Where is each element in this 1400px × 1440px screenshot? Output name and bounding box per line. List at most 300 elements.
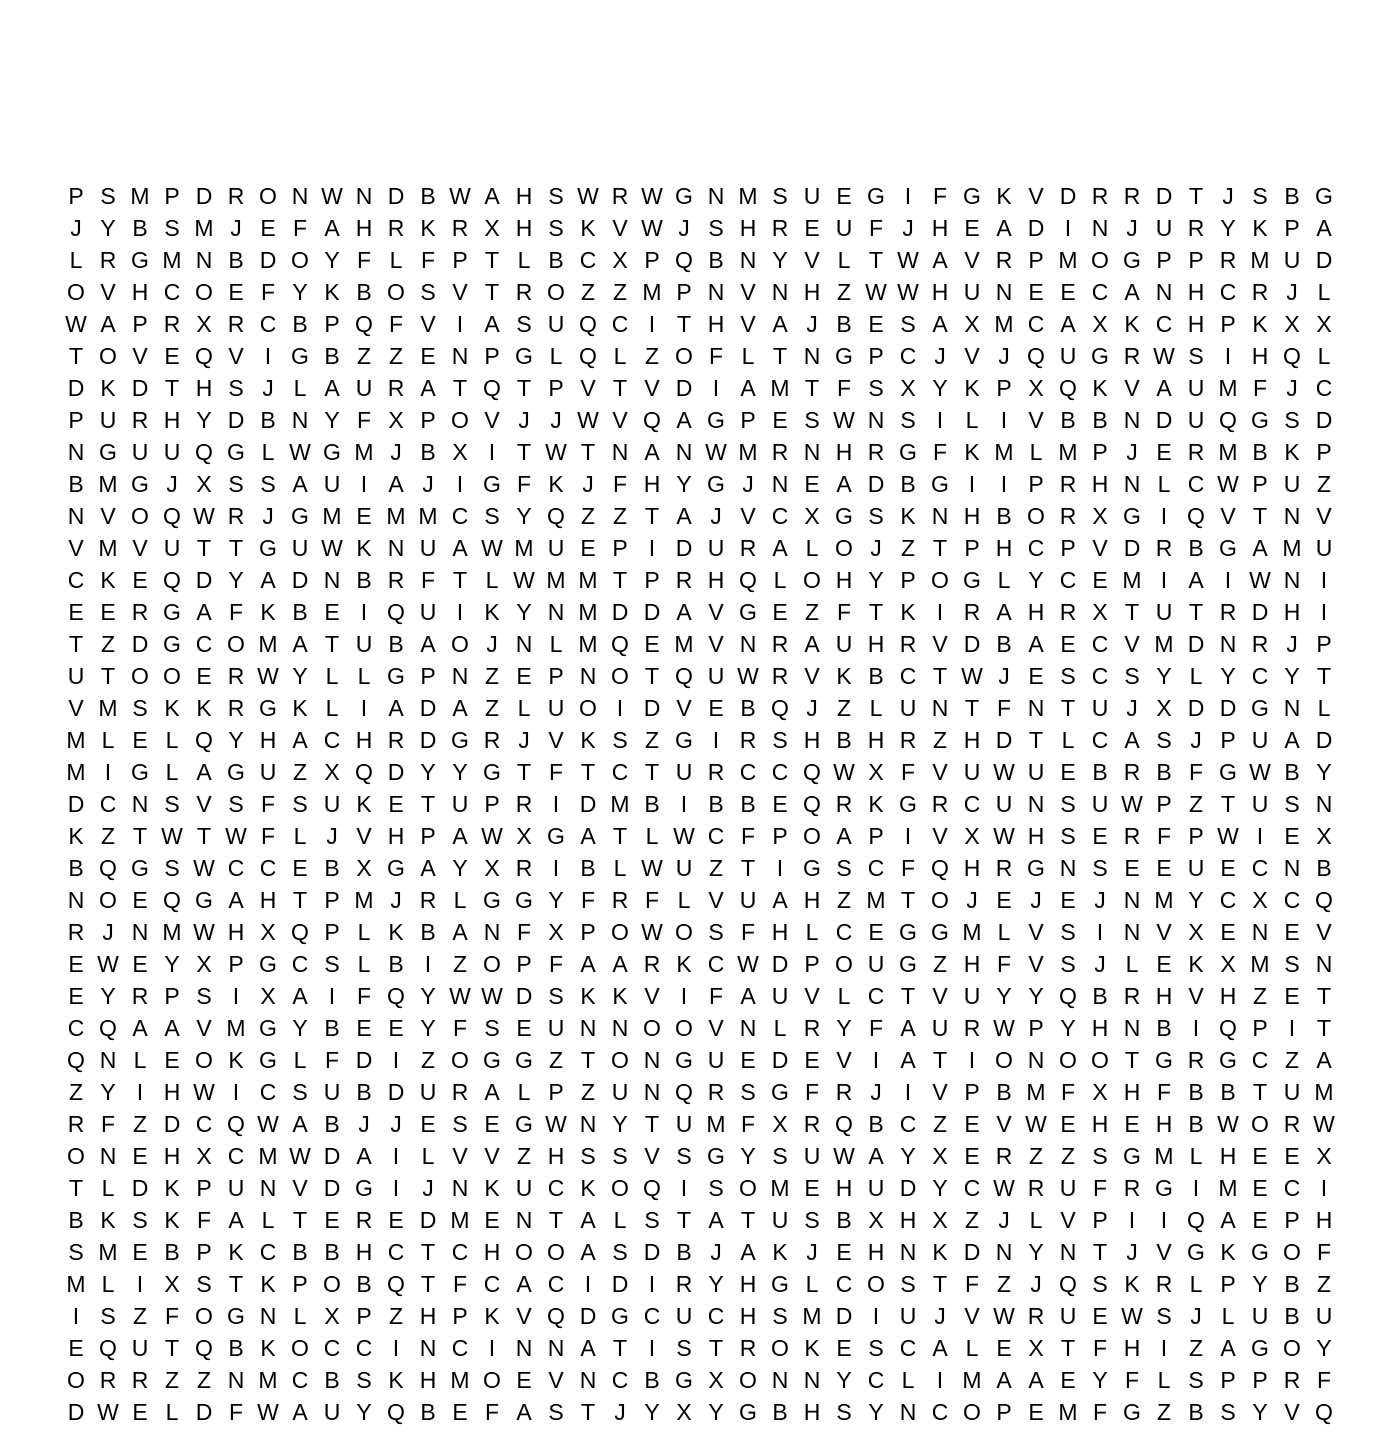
letter-cell[interactable]: N — [515, 631, 533, 657]
letter-cell[interactable]: H — [803, 887, 821, 913]
letter-cell[interactable]: R — [1219, 247, 1237, 273]
letter-cell[interactable]: N — [771, 471, 789, 497]
letter-cell[interactable]: S — [324, 951, 340, 977]
letter-cell[interactable]: I — [1160, 1207, 1168, 1233]
letter-cell[interactable]: V — [452, 1143, 468, 1169]
letter-cell[interactable]: R — [1155, 535, 1173, 561]
letter-cell[interactable]: E — [836, 183, 852, 209]
letter-cell[interactable]: K — [1252, 311, 1268, 337]
letter-cell[interactable]: E — [1028, 663, 1044, 689]
letter-cell[interactable]: K — [68, 823, 84, 849]
letter-cell[interactable]: C — [547, 1271, 565, 1297]
letter-cell[interactable]: U — [899, 695, 917, 721]
letter-cell[interactable]: N — [1027, 791, 1045, 817]
letter-cell[interactable]: M — [194, 215, 214, 241]
letter-cell[interactable]: I — [936, 407, 944, 433]
letter-cell[interactable]: C — [867, 1367, 885, 1393]
letter-cell[interactable]: D — [675, 375, 693, 401]
letter-cell[interactable]: N — [259, 1303, 277, 1329]
letter-cell[interactable]: Q — [803, 791, 821, 817]
letter-cell[interactable]: D — [323, 1175, 341, 1201]
letter-cell[interactable]: P — [420, 663, 436, 689]
letter-cell[interactable]: V — [100, 279, 116, 305]
letter-cell[interactable]: R — [1123, 183, 1141, 209]
letter-cell[interactable]: P — [644, 247, 660, 273]
letter-cell[interactable]: D — [995, 727, 1013, 753]
letter-cell[interactable]: X — [1092, 1079, 1108, 1105]
letter-cell[interactable]: U — [835, 215, 853, 241]
letter-cell[interactable]: S — [708, 1175, 724, 1201]
letter-cell[interactable]: J — [1286, 375, 1298, 401]
letter-cell[interactable]: B — [1284, 759, 1300, 785]
letter-cell[interactable]: Q — [547, 1303, 565, 1329]
letter-cell[interactable]: D — [131, 631, 149, 657]
letter-cell[interactable]: I — [360, 599, 368, 625]
letter-cell[interactable]: I — [968, 1047, 976, 1073]
letter-cell[interactable]: Z — [388, 1303, 404, 1329]
letter-cell[interactable]: I — [936, 599, 944, 625]
letter-cell[interactable]: T — [1252, 1079, 1268, 1105]
letter-cell[interactable]: B — [1284, 1271, 1300, 1297]
letter-cell[interactable]: W — [641, 919, 663, 945]
letter-cell[interactable]: J — [1126, 1239, 1138, 1265]
letter-cell[interactable]: D — [1059, 183, 1077, 209]
letter-cell[interactable]: G — [515, 887, 533, 913]
letter-cell[interactable]: S — [676, 1335, 692, 1361]
letter-cell[interactable]: C — [1219, 279, 1237, 305]
letter-cell[interactable]: M — [98, 1239, 118, 1265]
letter-cell[interactable]: A — [452, 919, 468, 945]
letter-cell[interactable]: W — [545, 439, 567, 465]
letter-cell[interactable]: U — [547, 535, 565, 561]
letter-cell[interactable]: N — [547, 1335, 565, 1361]
letter-cell[interactable]: P — [644, 567, 660, 593]
letter-cell[interactable]: G — [163, 599, 181, 625]
letter-cell[interactable]: N — [1315, 951, 1333, 977]
letter-cell[interactable]: I — [232, 1079, 240, 1105]
letter-cell[interactable]: E — [1028, 1399, 1044, 1425]
letter-cell[interactable]: D — [771, 951, 789, 977]
letter-cell[interactable]: R — [963, 599, 981, 625]
letter-cell[interactable]: F — [1316, 1239, 1332, 1265]
letter-cell[interactable]: D — [643, 1239, 661, 1265]
letter-cell[interactable]: F — [260, 279, 276, 305]
letter-cell[interactable]: X — [484, 215, 500, 241]
letter-cell[interactable]: P — [1028, 471, 1044, 497]
letter-cell[interactable]: Y — [1156, 663, 1172, 689]
letter-cell[interactable]: Q — [99, 1015, 117, 1041]
letter-cell[interactable]: Y — [356, 1399, 372, 1425]
letter-cell[interactable]: E — [132, 887, 148, 913]
letter-cell[interactable]: I — [1224, 567, 1232, 593]
letter-cell[interactable]: M — [642, 279, 662, 305]
letter-cell[interactable]: I — [392, 1335, 400, 1361]
letter-cell[interactable]: A — [420, 855, 436, 881]
letter-cell[interactable]: N — [579, 663, 597, 689]
letter-cell[interactable]: E — [516, 1015, 532, 1041]
letter-cell[interactable]: V — [196, 1015, 212, 1041]
letter-cell[interactable]: N — [67, 439, 85, 465]
letter-cell[interactable]: I — [1000, 407, 1008, 433]
letter-cell[interactable]: S — [548, 1399, 564, 1425]
letter-cell[interactable]: W — [1313, 1111, 1335, 1137]
letter-cell[interactable]: T — [676, 311, 692, 337]
letter-cell[interactable]: D — [323, 1143, 341, 1169]
letter-cell[interactable]: G — [323, 439, 341, 465]
letter-cell[interactable]: O — [67, 1143, 85, 1169]
letter-cell[interactable]: S — [1092, 855, 1108, 881]
letter-cell[interactable]: X — [868, 1207, 884, 1233]
letter-cell[interactable]: G — [1251, 1239, 1269, 1265]
letter-cell[interactable]: F — [356, 983, 372, 1009]
letter-cell[interactable]: P — [484, 343, 500, 369]
letter-cell[interactable]: P — [772, 823, 788, 849]
letter-cell[interactable]: W — [833, 1143, 855, 1169]
letter-cell[interactable]: I — [872, 1047, 880, 1073]
letter-cell[interactable]: O — [739, 1367, 757, 1393]
letter-cell[interactable]: S — [164, 215, 180, 241]
letter-cell[interactable]: M — [98, 471, 118, 497]
letter-cell[interactable]: O — [643, 1015, 661, 1041]
letter-cell[interactable]: C — [1027, 535, 1045, 561]
letter-cell[interactable]: E — [1156, 439, 1172, 465]
letter-cell[interactable]: E — [1060, 887, 1076, 913]
letter-cell[interactable]: N — [515, 1207, 533, 1233]
letter-cell[interactable]: Y — [1220, 663, 1236, 689]
letter-cell[interactable]: W — [257, 1111, 279, 1137]
letter-cell[interactable]: V — [132, 343, 148, 369]
letter-cell[interactable]: U — [291, 535, 309, 561]
letter-cell[interactable]: M — [738, 439, 758, 465]
letter-cell[interactable]: F — [420, 567, 436, 593]
letter-cell[interactable]: V — [644, 375, 660, 401]
letter-cell[interactable]: E — [196, 663, 212, 689]
letter-cell[interactable]: I — [72, 1303, 80, 1329]
letter-cell[interactable]: U — [739, 887, 757, 913]
letter-cell[interactable]: F — [260, 823, 276, 849]
letter-cell[interactable]: L — [357, 919, 371, 945]
letter-cell[interactable]: Y — [324, 247, 340, 273]
letter-cell[interactable]: R — [995, 247, 1013, 273]
letter-cell[interactable]: K — [356, 535, 372, 561]
letter-cell[interactable]: Z — [356, 343, 372, 369]
letter-cell[interactable]: V — [1316, 919, 1332, 945]
letter-cell[interactable]: L — [837, 983, 851, 1009]
letter-cell[interactable]: L — [1317, 695, 1331, 721]
letter-cell[interactable]: A — [228, 1207, 244, 1233]
letter-cell[interactable]: R — [803, 1015, 821, 1041]
letter-cell[interactable]: A — [196, 759, 212, 785]
letter-cell[interactable]: V — [644, 983, 660, 1009]
letter-cell[interactable]: N — [867, 407, 885, 433]
letter-cell[interactable]: R — [867, 439, 885, 465]
letter-cell[interactable]: M — [770, 1175, 790, 1201]
letter-cell[interactable]: K — [932, 1239, 948, 1265]
letter-cell[interactable]: N — [1283, 855, 1301, 881]
letter-cell[interactable]: W — [993, 1015, 1015, 1041]
letter-cell[interactable]: Z — [1316, 1271, 1332, 1297]
letter-cell[interactable]: C — [99, 791, 117, 817]
letter-cell[interactable]: Z — [580, 1079, 596, 1105]
letter-cell[interactable]: R — [835, 791, 853, 817]
letter-cell[interactable]: L — [869, 695, 883, 721]
letter-cell[interactable]: X — [388, 407, 404, 433]
letter-cell[interactable]: O — [1091, 247, 1109, 273]
letter-cell[interactable]: A — [932, 1335, 948, 1361]
letter-cell[interactable]: A — [292, 1111, 308, 1137]
letter-cell[interactable]: H — [835, 1175, 853, 1201]
letter-cell[interactable]: G — [1123, 1143, 1141, 1169]
letter-cell[interactable]: W — [225, 823, 247, 849]
letter-cell[interactable]: Z — [100, 823, 116, 849]
letter-cell[interactable]: E — [1220, 919, 1236, 945]
letter-cell[interactable]: D — [1315, 727, 1333, 753]
letter-cell[interactable]: V — [932, 1079, 948, 1105]
letter-cell[interactable]: U — [1251, 791, 1269, 817]
letter-cell[interactable]: L — [325, 663, 339, 689]
letter-cell[interactable]: X — [260, 919, 276, 945]
letter-cell[interactable]: I — [616, 695, 624, 721]
letter-cell[interactable]: U — [99, 407, 117, 433]
letter-cell[interactable]: L — [549, 343, 563, 369]
letter-cell[interactable]: L — [741, 343, 755, 369]
letter-cell[interactable]: M — [1122, 567, 1142, 593]
letter-cell[interactable]: A — [772, 887, 788, 913]
letter-cell[interactable]: S — [612, 1239, 628, 1265]
letter-cell[interactable]: Y — [1316, 759, 1332, 785]
letter-cell[interactable]: C — [547, 1175, 565, 1201]
letter-cell[interactable]: M — [1314, 1079, 1334, 1105]
letter-cell[interactable]: P — [516, 951, 532, 977]
letter-cell[interactable]: R — [1251, 279, 1269, 305]
letter-cell[interactable]: D — [419, 727, 437, 753]
letter-cell[interactable]: L — [613, 855, 627, 881]
letter-cell[interactable]: Q — [675, 1079, 693, 1105]
letter-cell[interactable]: Z — [932, 1111, 948, 1137]
letter-cell[interactable]: S — [260, 471, 276, 497]
letter-cell[interactable]: S — [612, 1143, 628, 1169]
letter-cell[interactable]: L — [805, 535, 819, 561]
letter-cell[interactable]: V — [1124, 375, 1140, 401]
letter-cell[interactable]: J — [902, 215, 914, 241]
letter-cell[interactable]: F — [740, 919, 756, 945]
letter-cell[interactable]: G — [291, 343, 309, 369]
letter-cell[interactable]: J — [870, 1079, 882, 1105]
letter-cell[interactable]: V — [484, 1143, 500, 1169]
letter-cell[interactable]: O — [995, 1047, 1013, 1073]
letter-cell[interactable]: K — [868, 791, 884, 817]
letter-cell[interactable]: P — [900, 567, 916, 593]
letter-cell[interactable]: V — [1028, 951, 1044, 977]
letter-cell[interactable]: F — [964, 1271, 980, 1297]
letter-cell[interactable]: F — [516, 471, 532, 497]
letter-cell[interactable]: Q — [643, 407, 661, 433]
letter-cell[interactable]: R — [163, 311, 181, 337]
letter-cell[interactable]: A — [1156, 375, 1172, 401]
letter-cell[interactable]: U — [227, 1175, 245, 1201]
letter-cell[interactable]: E — [1252, 1143, 1268, 1169]
letter-cell[interactable]: W — [993, 759, 1015, 785]
letter-cell[interactable]: R — [1123, 759, 1141, 785]
letter-cell[interactable]: N — [1123, 471, 1141, 497]
letter-cell[interactable]: C — [259, 311, 277, 337]
letter-cell[interactable]: Z — [292, 759, 308, 785]
letter-cell[interactable]: T — [1316, 663, 1332, 689]
letter-cell[interactable]: L — [549, 631, 563, 657]
letter-cell[interactable]: D — [963, 631, 981, 657]
letter-cell[interactable]: X — [196, 951, 212, 977]
letter-cell[interactable]: E — [516, 1367, 532, 1393]
letter-cell[interactable]: O — [195, 1047, 213, 1073]
letter-cell[interactable]: K — [324, 279, 340, 305]
letter-cell[interactable]: N — [579, 1111, 597, 1137]
letter-cell[interactable]: L — [965, 1335, 979, 1361]
letter-cell[interactable]: V — [1156, 1239, 1172, 1265]
letter-cell[interactable]: G — [1251, 1335, 1269, 1361]
letter-cell[interactable]: G — [931, 471, 949, 497]
letter-cell[interactable]: A — [644, 439, 660, 465]
letter-cell[interactable]: F — [324, 1047, 340, 1073]
letter-cell[interactable]: N — [515, 1335, 533, 1361]
letter-cell[interactable]: T — [484, 279, 500, 305]
letter-cell[interactable]: I — [1192, 1015, 1200, 1041]
letter-cell[interactable]: D — [355, 1047, 373, 1073]
letter-cell[interactable]: G — [835, 343, 853, 369]
letter-cell[interactable]: H — [867, 727, 885, 753]
letter-cell[interactable]: T — [708, 1335, 724, 1361]
letter-cell[interactable]: V — [292, 1175, 308, 1201]
letter-cell[interactable]: G — [1187, 1239, 1205, 1265]
letter-cell[interactable]: H — [963, 855, 981, 881]
letter-cell[interactable]: M — [98, 535, 118, 561]
letter-cell[interactable]: P — [164, 183, 180, 209]
letter-cell[interactable]: P — [196, 1175, 212, 1201]
letter-cell[interactable]: H — [1187, 311, 1205, 337]
letter-cell[interactable]: S — [1284, 791, 1300, 817]
letter-cell[interactable]: G — [963, 183, 981, 209]
letter-cell[interactable]: A — [580, 823, 596, 849]
letter-cell[interactable]: Z — [612, 279, 628, 305]
letter-cell[interactable]: U — [1059, 343, 1077, 369]
letter-cell[interactable]: X — [484, 855, 500, 881]
letter-cell[interactable]: I — [232, 983, 240, 1009]
letter-cell[interactable]: E — [516, 663, 532, 689]
letter-cell[interactable]: Z — [1188, 791, 1204, 817]
letter-cell[interactable]: N — [131, 791, 149, 817]
letter-cell[interactable]: Z — [1060, 1143, 1076, 1169]
letter-cell[interactable]: B — [356, 1079, 372, 1105]
letter-cell[interactable]: D — [419, 695, 437, 721]
letter-cell[interactable]: Y — [1252, 1271, 1268, 1297]
letter-cell[interactable]: R — [899, 631, 917, 657]
letter-cell[interactable]: G — [355, 1175, 373, 1201]
letter-cell[interactable]: G — [675, 1047, 693, 1073]
letter-cell[interactable]: K — [484, 1175, 500, 1201]
letter-cell[interactable]: H — [1155, 983, 1173, 1009]
letter-cell[interactable]: F — [900, 855, 916, 881]
letter-cell[interactable]: C — [611, 311, 629, 337]
letter-cell[interactable]: V — [708, 599, 724, 625]
letter-cell[interactable]: T — [868, 247, 884, 273]
letter-cell[interactable]: S — [1188, 343, 1204, 369]
letter-cell[interactable]: L — [357, 951, 371, 977]
letter-cell[interactable]: E — [68, 1335, 84, 1361]
letter-cell[interactable]: V — [68, 695, 84, 721]
letter-cell[interactable]: A — [996, 1367, 1012, 1393]
letter-cell[interactable]: U — [675, 1303, 693, 1329]
letter-cell[interactable]: G — [451, 727, 469, 753]
letter-cell[interactable]: N — [291, 183, 309, 209]
letter-cell[interactable]: V — [548, 1367, 564, 1393]
letter-cell[interactable]: M — [962, 919, 982, 945]
letter-cell[interactable]: X — [1092, 503, 1108, 529]
letter-cell[interactable]: G — [931, 919, 949, 945]
letter-cell[interactable]: H — [355, 727, 373, 753]
letter-cell[interactable]: E — [772, 791, 788, 817]
letter-cell[interactable]: B — [356, 279, 372, 305]
letter-cell[interactable]: S — [676, 1143, 692, 1169]
letter-cell[interactable]: C — [291, 1367, 309, 1393]
letter-cell[interactable]: J — [806, 1239, 818, 1265]
letter-cell[interactable]: T — [580, 1047, 596, 1073]
letter-cell[interactable]: O — [259, 183, 277, 209]
letter-cell[interactable]: A — [100, 311, 116, 337]
letter-cell[interactable]: J — [358, 1111, 370, 1137]
letter-cell[interactable]: P — [676, 279, 692, 305]
letter-cell[interactable]: J — [1126, 695, 1138, 721]
letter-cell[interactable]: C — [963, 1175, 981, 1201]
letter-cell[interactable]: R — [227, 311, 245, 337]
letter-cell[interactable]: J — [1190, 727, 1202, 753]
letter-cell[interactable]: X — [1316, 311, 1332, 337]
letter-cell[interactable]: J — [1190, 1303, 1202, 1329]
letter-cell[interactable]: Y — [228, 727, 244, 753]
letter-cell[interactable]: N — [771, 1367, 789, 1393]
letter-cell[interactable]: Q — [387, 983, 405, 1009]
letter-cell[interactable]: Z — [164, 1367, 180, 1393]
letter-cell[interactable]: U — [963, 983, 981, 1009]
letter-cell[interactable]: I — [648, 1335, 656, 1361]
letter-cell[interactable]: W — [1025, 1111, 1047, 1137]
letter-cell[interactable]: A — [1028, 1367, 1044, 1393]
letter-cell[interactable]: E — [388, 1207, 404, 1233]
letter-cell[interactable]: U — [131, 1335, 149, 1361]
letter-cell[interactable]: P — [1220, 1367, 1236, 1393]
letter-cell[interactable]: I — [680, 791, 688, 817]
letter-cell[interactable]: N — [547, 599, 565, 625]
letter-cell[interactable]: Y — [420, 1015, 436, 1041]
letter-cell[interactable]: W — [1121, 791, 1143, 817]
letter-cell[interactable]: H — [963, 951, 981, 977]
letter-cell[interactable]: S — [1060, 823, 1076, 849]
letter-cell[interactable]: L — [1189, 1271, 1203, 1297]
letter-cell[interactable]: V — [1284, 1399, 1300, 1425]
letter-cell[interactable]: A — [836, 823, 852, 849]
letter-cell[interactable]: L — [293, 823, 307, 849]
letter-cell[interactable]: W — [961, 663, 983, 689]
letter-cell[interactable]: F — [836, 375, 852, 401]
letter-cell[interactable]: Y — [1252, 1399, 1268, 1425]
letter-cell[interactable]: A — [452, 695, 468, 721]
letter-cell[interactable]: A — [164, 1015, 180, 1041]
letter-cell[interactable]: Y — [1188, 887, 1204, 913]
letter-cell[interactable]: K — [964, 439, 980, 465]
letter-cell[interactable]: I — [1192, 1175, 1200, 1201]
letter-cell[interactable]: K — [388, 1367, 404, 1393]
letter-cell[interactable]: V — [1028, 919, 1044, 945]
letter-cell[interactable]: L — [517, 1079, 531, 1105]
letter-cell[interactable]: J — [710, 1239, 722, 1265]
